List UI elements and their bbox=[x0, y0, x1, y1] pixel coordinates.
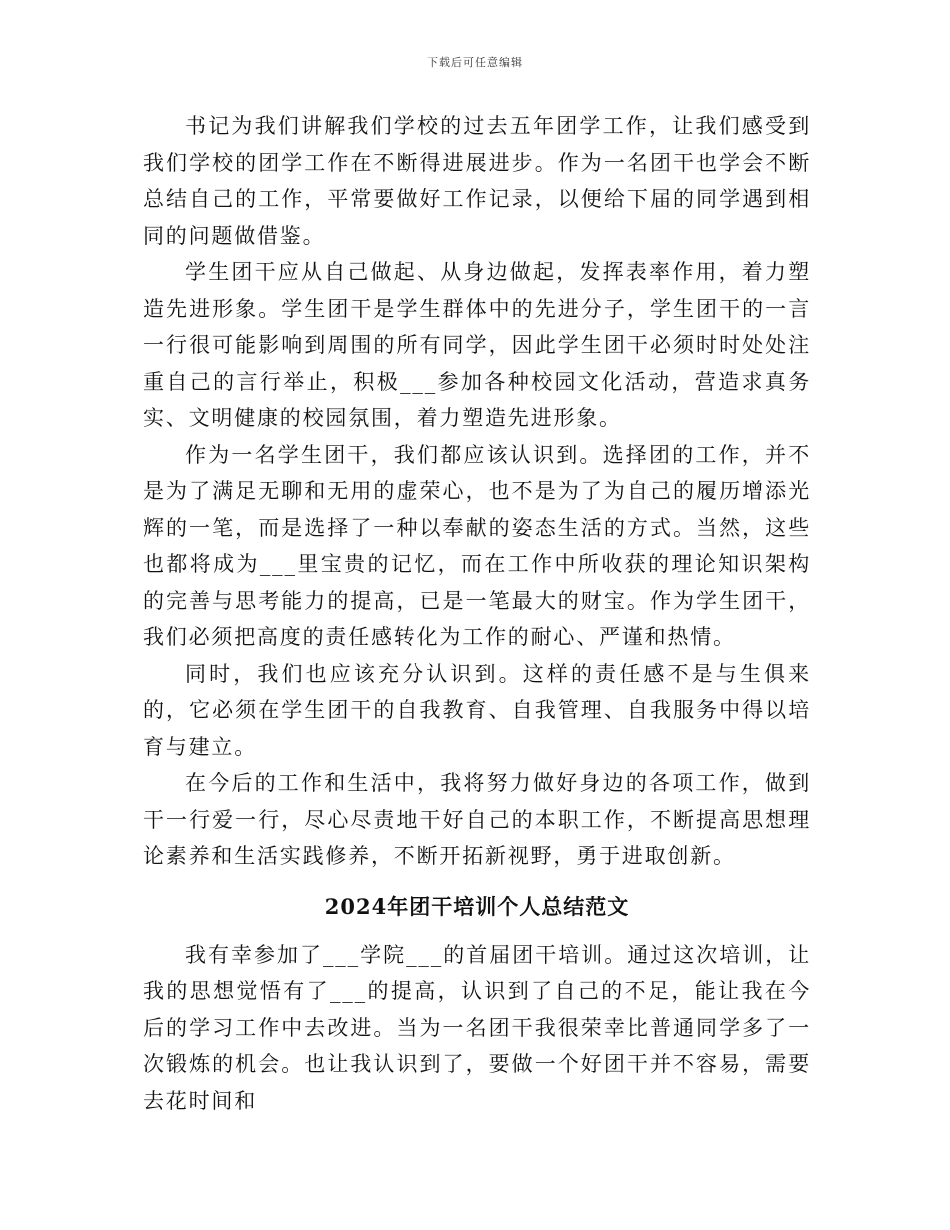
paragraph-5: 在今后的工作和生活中，我将努力做好身边的各项工作，做到干一行爱一行，尽心尽责地干好自己的本职工作，不断提高思想理论素养和生活实践修养，不断开拓新视野，勇于进取创新。 bbox=[143, 771, 811, 868]
paragraph-3: 作为一名学生团干，我们都应该认识到。选择团的工作，并不是为了满足无聊和无用的虚荣心，也不是为了为自己的履历增添光辉的一笔，而是选择了一种以奉献的姿态生活的方式。当然，这些也都将成为___里宝贵的记忆，而在工作中所收获的理论知识架构的完善与思考能力的提高，已是一笔最大的财宝。作为学生团干，我们必须把高度的责任感转化为工作的耐心、严谨和热情。 bbox=[143, 442, 811, 649]
page-header: 下载后可任意编辑 bbox=[427, 56, 523, 69]
paragraph-1: 书记为我们讲解我们学校的过去五年团学工作，让我们感受到我们学校的团学工作在不断得进展进步。作为一名团干也学会不断总结自己的工作，平常要做好工作记录，以便给下届的同学遇到相同的问题做借鉴。 bbox=[143, 114, 811, 248]
paragraph-4: 同时，我们也应该充分认识到。这样的责任感不是与生俱来的，它必须在学生团干的自我教育、自我管理、自我服务中得以培育与建立。 bbox=[143, 661, 811, 759]
section-title: 2024年团干培训个人总结范文 bbox=[324, 893, 630, 919]
document-body bbox=[143, 108, 811, 1119]
paragraph-6: 我有幸参加了___学院___的首届团干培训。通过这次培训，让我的思想觉悟有了___的提高，认识到了自己的不足，能让我在今后的学习工作中去改进。当为一名团干我很荣幸比普通同学多了一次锻炼的机会。也让我认识到了，要做一个好团干并不容易，需要去花时间和 bbox=[143, 942, 811, 1113]
paragraph-2: 学生团干应从自己做起、从身边做起，发挥表率作用，着力塑造先进形象。学生团干是学生群体中的先进分子，学生团干的一言一行很可能影响到周围的所有同学，因此学生团干必须时时处处注重自己的言行举止，积极___参加各种校园文化活动，营造求真务实、文明健康的校园氛围，着力塑造先进形象。 bbox=[143, 260, 811, 430]
